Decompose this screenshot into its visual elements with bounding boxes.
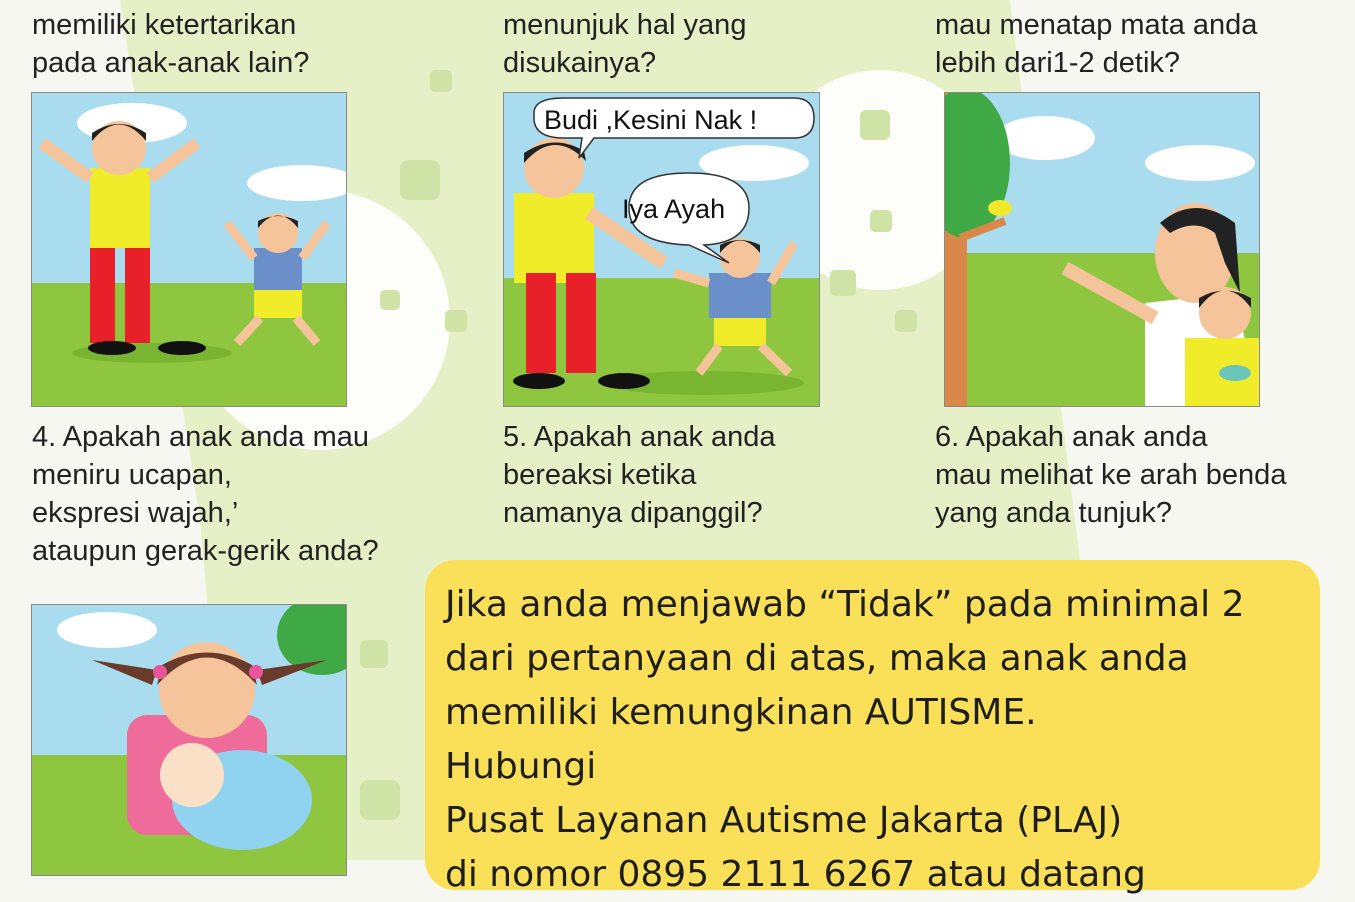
illustration-name-called	[503, 92, 820, 407]
info-note-text: Jika anda menjawab “Tidak” pada minimal 2 dari pertanyaan di atas, maka anak anda memiliki kemungkinan AUTISME. Hubungi Pusat Layanan Autisme Jakarta (PLAJ) di nomor 0895 2111 6267 atau datang	[445, 584, 1245, 895]
speech-father-text: Budi ,Kesini Nak !	[544, 105, 758, 135]
illustration-imitation	[31, 92, 347, 407]
illustration-girl-with-baby	[31, 604, 347, 876]
question-3-text: mau menatap mata anda lebih dari1-2 detik?	[935, 9, 1258, 79]
question-4-text: 4. Apakah anak anda mau meniru ucapan, ekspresi wajah,’ ataupun gerak-gerik anda?	[32, 421, 379, 567]
speech-child-text: Iya Ayah	[622, 194, 726, 224]
question-2-text: menunjuk hal yang disukainya?	[503, 9, 747, 79]
question-6-text: 6. Apakah anak anda mau melihat ke arah benda yang anda tunjuk?	[935, 421, 1287, 529]
illustration-pointing	[944, 92, 1260, 407]
question-1-text: memiliki ketertarikan pada anak-anak lain?	[32, 9, 310, 79]
question-5-text: 5. Apakah anak anda bereaksi ketika namanya dipanggil?	[503, 421, 776, 529]
bird-icon	[988, 200, 1012, 216]
